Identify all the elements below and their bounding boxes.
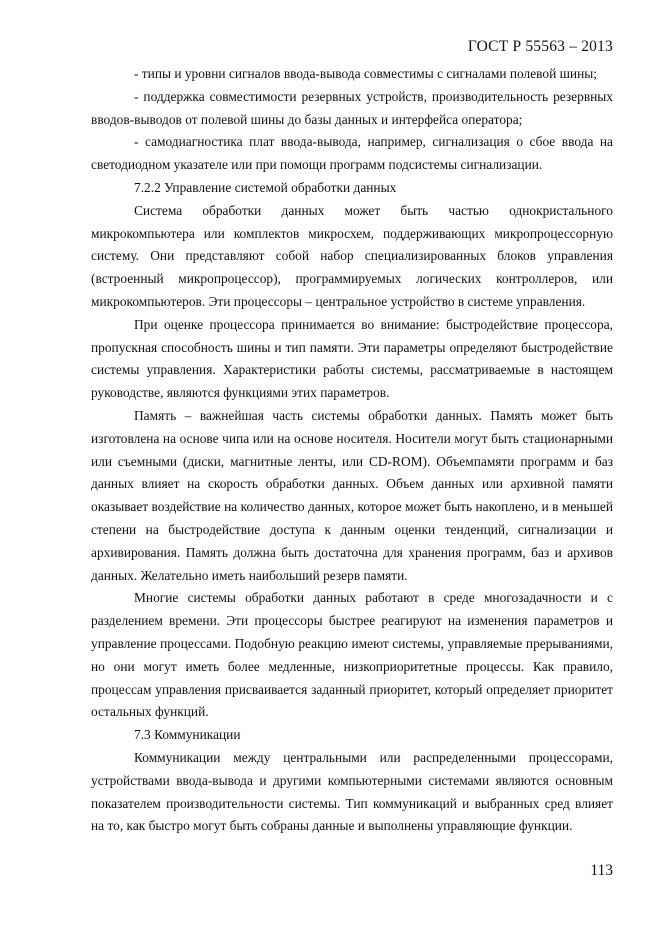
body-paragraph: Коммуникации между центральными или распределенными процессорами, устройствами ввода-вывода и другими компьютерными системами являются основным показателем производительности системы. Тип коммуникаций и выбранных сред влияет на то, как быстро могут быть собраны данные и выполнены управляющие функции. [91, 749, 613, 834]
body-paragraph: Система обработки данных может быть частью однокристального микрокомпьютера или комплектов микросхем, поддерживающих микропроцессорную систему. Они представляют собой набор специализированных блоков управления (встроенный микропроцессор), программируемых логических контроллеров, или микрокомпьютеров. Эти процессоры – центральное устройство в системе управления. [91, 202, 613, 309]
list-item: - поддержка совместимости резервных устройств, производительность резервных вводов-выводов от полевой шины до базы данных и интерфейса оператора; [91, 88, 613, 127]
list-item: - типы и уровни сигналов ввода-вывода совместимы с сигналами полевой шины; [134, 66, 597, 81]
list-item: - самодиагностика плат ввода-вывода, например, сигнализация о сбое ввода на светодиодном указателе или при помощи программ подсистемы сигнализации. [91, 134, 613, 173]
body-paragraph: Многие системы обработки данных работают в среде многозадачности и с разделением времени. Эти процессоры быстрее реагируют на изменения параметров и управление процессами. Подобную реакцию имеют системы, управляемые прерываниями, но они могут иметь более медленные, низкоприоритетные процессы. Как правило, процессам управления присваивается заданный приоритет, который определяет приоритет остальных функций. [91, 590, 613, 720]
document-header: ГОСТ Р 55563 – 2013 [467, 38, 613, 55]
section-heading: 7.2.2 Управление системой обработки данных [134, 179, 397, 195]
document-body [91, 63, 613, 838]
body-paragraph: Память – важнейшая часть системы обработки данных. Память может быть изготовлена на основе чипа или на основе носителя. Носители могут быть стационарными или съемными (диски, магнитные ленты, или CD-ROM). Объемпамяти программ и баз данных влияет на скорость обработки данных. Объем данных или архивной памяти оказывает воздействие на количество данных, которое может быть накоплено, и в меньшей степени на быстродействие доступа к данным оценки тенденций, сигнализации и архивирования. Память должна быть достаточна для хранения программ, баз и архивов данных. Желательно иметь наибольший резерв памяти. [91, 407, 613, 583]
page-number: 113 [590, 862, 613, 879]
section-heading: 7.3 Коммуникации [134, 727, 241, 743]
body-paragraph: При оценке процессора принимается во внимание: быстродействие процессора, пропускная способность шины и тип памяти. Эти параметры определяют быстродействие системы управления. Характеристики работы системы, рассматриваемые в настоящем руководстве, являются функциями этих параметров. [91, 316, 613, 401]
